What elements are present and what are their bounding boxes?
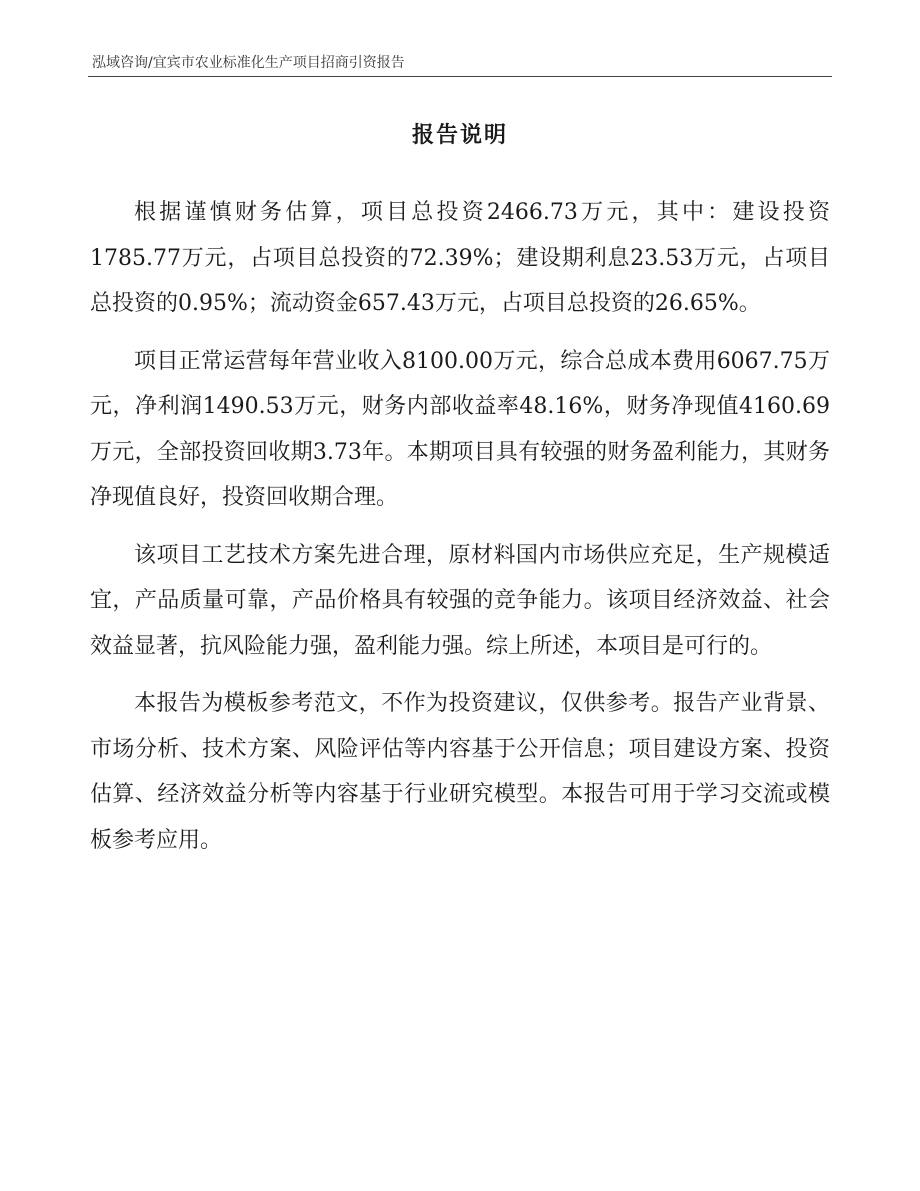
page-title: 报告说明 — [411, 122, 508, 148]
report-body — [90, 190, 830, 875]
paragraph-investment: 根据谨慎财务估算，项目总投资2466.73万元，其中：建设投资1785.77万元，占项目总投资的72.39%；建设期利息23.53万元，占项目总投资的0.95%；流动资金657.43万元，占项目总投资的26.65%。 — [90, 200, 830, 316]
paragraph-disclaimer: 本报告为模板参考范文，不作为投资建议，仅供参考。报告产业背景、市场分析、技术方案、风险评估等内容基于公开信息；项目建设方案、投资估算、经济效益分析等内容基于行业研究模型。本报告可用于学习交流或模板参考应用。 — [90, 691, 830, 853]
paragraph-financials: 项目正常运营每年营业收入8100.00万元，综合总成本费用6067.75万元，净利润1490.53万元，财务内部收益率48.16%，财务净现值4160.69万元，全部投资回收期3.73年。本期项目具有较强的财务盈利能力，其财务净现值良好，投资回收期合理。 — [90, 348, 830, 510]
page-header-breadcrumb: 泓域咨询/宜宾市农业标准化生产项目招商引资报告 — [92, 55, 405, 71]
header-divider — [88, 76, 832, 77]
paragraph-feasibility: 该项目工艺技术方案先进合理，原材料国内市场供应充足，生产规模适宜，产品质量可靠，产品价格具有较强的竞争能力。该项目经济效益、社会效益显著，抗风险能力强，盈利能力强。综上所述，本项目是可行的。 — [90, 542, 830, 659]
